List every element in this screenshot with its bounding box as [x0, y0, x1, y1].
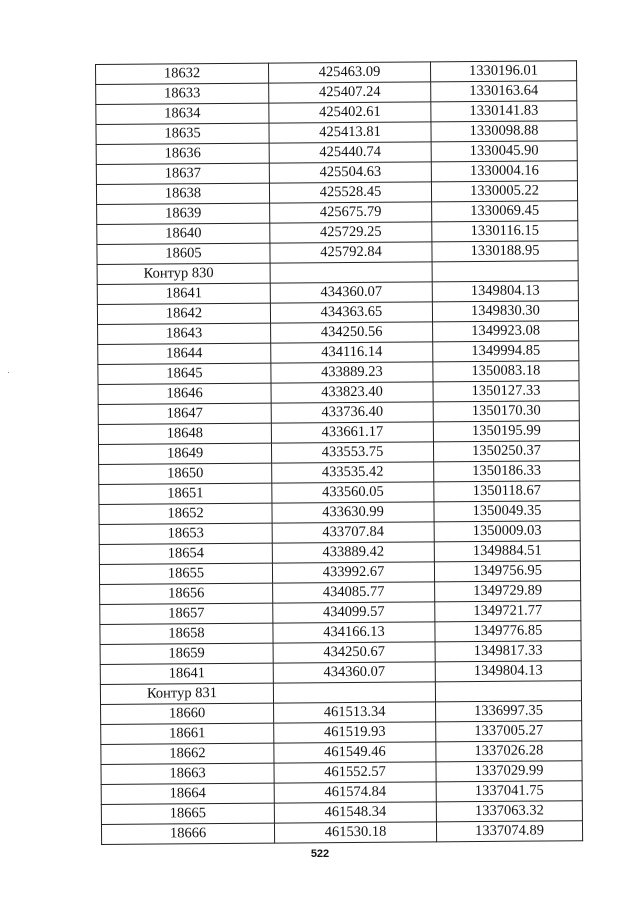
point-number-cell: 18640	[97, 223, 270, 244]
y-coordinate-cell: 1350250.37	[433, 441, 579, 462]
y-coordinate-cell: 1350009.03	[434, 521, 580, 542]
x-coordinate-cell: 425675.79	[270, 202, 432, 223]
x-coordinate-cell: 434360.07	[270, 282, 432, 303]
point-number-cell: 18644	[98, 343, 271, 364]
y-coordinate-cell: 1330005.22	[431, 181, 577, 202]
x-coordinate-cell: 434363.65	[270, 302, 432, 323]
y-coordinate-cell: 1337074.89	[436, 821, 582, 842]
x-coordinate-cell: 433707.84	[272, 522, 434, 543]
y-coordinate-cell: 1349830.30	[432, 301, 578, 322]
empty-y-cell	[432, 261, 578, 282]
point-number-cell: 18643	[98, 323, 271, 344]
scan-artifact	[8, 372, 9, 373]
x-coordinate-cell: 461574.84	[274, 782, 436, 803]
coordinates-table	[95, 60, 583, 845]
y-coordinate-cell: 1350083.18	[433, 361, 579, 382]
contour-label: Контур 831	[100, 683, 273, 704]
x-coordinate-cell: 425440.74	[269, 142, 431, 163]
x-coordinate-cell: 433560.05	[272, 482, 434, 503]
x-coordinate-cell: 434250.67	[273, 642, 435, 663]
y-coordinate-cell: 1350186.33	[434, 461, 580, 482]
point-number-cell: 18636	[96, 143, 269, 164]
y-coordinate-cell: 1337029.99	[436, 761, 582, 782]
y-coordinate-cell: 1330045.90	[431, 141, 577, 162]
x-coordinate-cell: 433889.23	[271, 362, 433, 383]
point-number-cell: 18654	[99, 543, 272, 564]
y-coordinate-cell: 1350118.67	[434, 481, 580, 502]
x-coordinate-cell: 433992.67	[272, 562, 434, 583]
y-coordinate-cell: 1337026.28	[436, 741, 582, 762]
x-coordinate-cell: 461519.93	[274, 722, 436, 743]
x-coordinate-cell: 425463.09	[268, 62, 430, 83]
y-coordinate-cell: 1349804.13	[435, 661, 581, 682]
x-coordinate-cell: 425504.63	[269, 162, 431, 183]
x-coordinate-cell: 434099.57	[273, 602, 435, 623]
y-coordinate-cell: 1350195.99	[433, 421, 579, 442]
x-coordinate-cell: 425528.45	[269, 182, 431, 203]
x-coordinate-cell: 433535.42	[272, 462, 434, 483]
y-coordinate-cell: 1330141.83	[431, 101, 577, 122]
y-coordinate-cell: 1349729.89	[435, 581, 581, 602]
x-coordinate-cell: 425402.61	[269, 102, 431, 123]
x-coordinate-cell: 433736.40	[271, 402, 433, 423]
x-coordinate-cell: 434085.77	[273, 582, 435, 603]
x-coordinate-cell: 433630.99	[272, 502, 434, 523]
point-number-cell: 18645	[98, 363, 271, 384]
table-row	[101, 821, 582, 845]
point-number-cell: 18664	[101, 783, 274, 804]
y-coordinate-cell: 1330163.64	[431, 81, 577, 102]
point-number-cell: 18646	[98, 383, 271, 404]
x-coordinate-cell: 461530.18	[274, 822, 436, 843]
point-number-cell: 18659	[100, 643, 273, 664]
y-coordinate-cell: 1350170.30	[433, 401, 579, 422]
point-number-cell: 18605	[97, 243, 270, 264]
y-coordinate-cell: 1349721.77	[435, 601, 581, 622]
y-coordinate-cell: 1330069.45	[432, 201, 578, 222]
point-number-cell: 18638	[96, 183, 269, 204]
x-coordinate-cell: 433889.42	[272, 542, 434, 563]
point-number-cell: 18632	[96, 63, 269, 84]
point-number-cell: 18661	[101, 723, 274, 744]
x-coordinate-cell: 461548.34	[274, 802, 436, 823]
page-number: 522	[310, 848, 330, 860]
x-coordinate-cell: 434166.13	[273, 622, 435, 643]
point-number-cell: 18657	[100, 603, 273, 624]
point-number-cell: 18653	[99, 523, 272, 544]
x-coordinate-cell: 433661.17	[271, 422, 433, 443]
y-coordinate-cell: 1337005.27	[436, 721, 582, 742]
point-number-cell: 18652	[99, 503, 272, 524]
y-coordinate-cell: 1350127.33	[433, 381, 579, 402]
y-coordinate-cell: 1349994.85	[433, 341, 579, 362]
x-coordinate-cell: 434250.56	[271, 322, 433, 343]
point-number-cell: 18660	[101, 703, 274, 724]
y-coordinate-cell: 1349756.95	[434, 561, 580, 582]
point-number-cell: 18642	[97, 303, 270, 324]
contour-label: Контур 830	[97, 263, 270, 284]
y-coordinate-cell: 1330004.16	[431, 161, 577, 182]
y-coordinate-cell: 1350049.35	[434, 501, 580, 522]
y-coordinate-cell: 1336997.35	[436, 701, 582, 722]
point-number-cell: 18634	[96, 103, 269, 124]
x-coordinate-cell: 461549.46	[274, 742, 436, 763]
y-coordinate-cell: 1349923.08	[433, 321, 579, 342]
point-number-cell: 18648	[98, 423, 271, 444]
y-coordinate-cell: 1349884.51	[434, 541, 580, 562]
point-number-cell: 18656	[100, 583, 273, 604]
x-coordinate-cell: 425792.84	[270, 242, 432, 263]
point-number-cell: 18651	[99, 483, 272, 504]
x-coordinate-cell: 425729.25	[270, 222, 432, 243]
point-number-cell: 18649	[98, 443, 271, 464]
x-coordinate-cell: 461513.34	[274, 702, 436, 723]
y-coordinate-cell: 1330116.15	[432, 221, 578, 242]
x-coordinate-cell: 433823.40	[271, 382, 433, 403]
point-number-cell: 18662	[101, 743, 274, 764]
point-number-cell: 18635	[96, 123, 269, 144]
y-coordinate-cell: 1330098.88	[431, 121, 577, 142]
x-coordinate-cell: 434360.07	[273, 662, 435, 683]
y-coordinate-cell: 1349804.13	[432, 281, 578, 302]
x-coordinate-cell: 461552.57	[274, 762, 436, 783]
y-coordinate-cell: 1337041.75	[436, 781, 582, 802]
y-coordinate-cell: 1349776.85	[435, 621, 581, 642]
point-number-cell: 18633	[96, 83, 269, 104]
point-number-cell: 18663	[101, 763, 274, 784]
point-number-cell: 18666	[101, 823, 274, 844]
x-coordinate-cell: 425413.81	[269, 122, 431, 143]
empty-x-cell	[273, 682, 435, 703]
point-number-cell: 18665	[101, 803, 274, 824]
point-number-cell: 18658	[100, 623, 273, 644]
point-number-cell: 18655	[99, 563, 272, 584]
point-number-cell: 18639	[97, 203, 270, 224]
empty-x-cell	[270, 262, 432, 283]
y-coordinate-cell: 1349817.33	[435, 641, 581, 662]
y-coordinate-cell: 1330188.95	[432, 241, 578, 262]
point-number-cell: 18637	[96, 163, 269, 184]
point-number-cell: 18647	[98, 403, 271, 424]
y-coordinate-cell: 1337063.32	[436, 801, 582, 822]
coordinates-table-body	[96, 61, 583, 845]
x-coordinate-cell: 434116.14	[271, 342, 433, 363]
point-number-cell: 18650	[99, 463, 272, 484]
point-number-cell: 18641	[97, 283, 270, 304]
x-coordinate-cell: 425407.24	[269, 82, 431, 103]
y-coordinate-cell: 1330196.01	[430, 61, 576, 82]
empty-y-cell	[435, 681, 581, 702]
x-coordinate-cell: 433553.75	[271, 442, 433, 463]
point-number-cell: 18641	[100, 663, 273, 684]
